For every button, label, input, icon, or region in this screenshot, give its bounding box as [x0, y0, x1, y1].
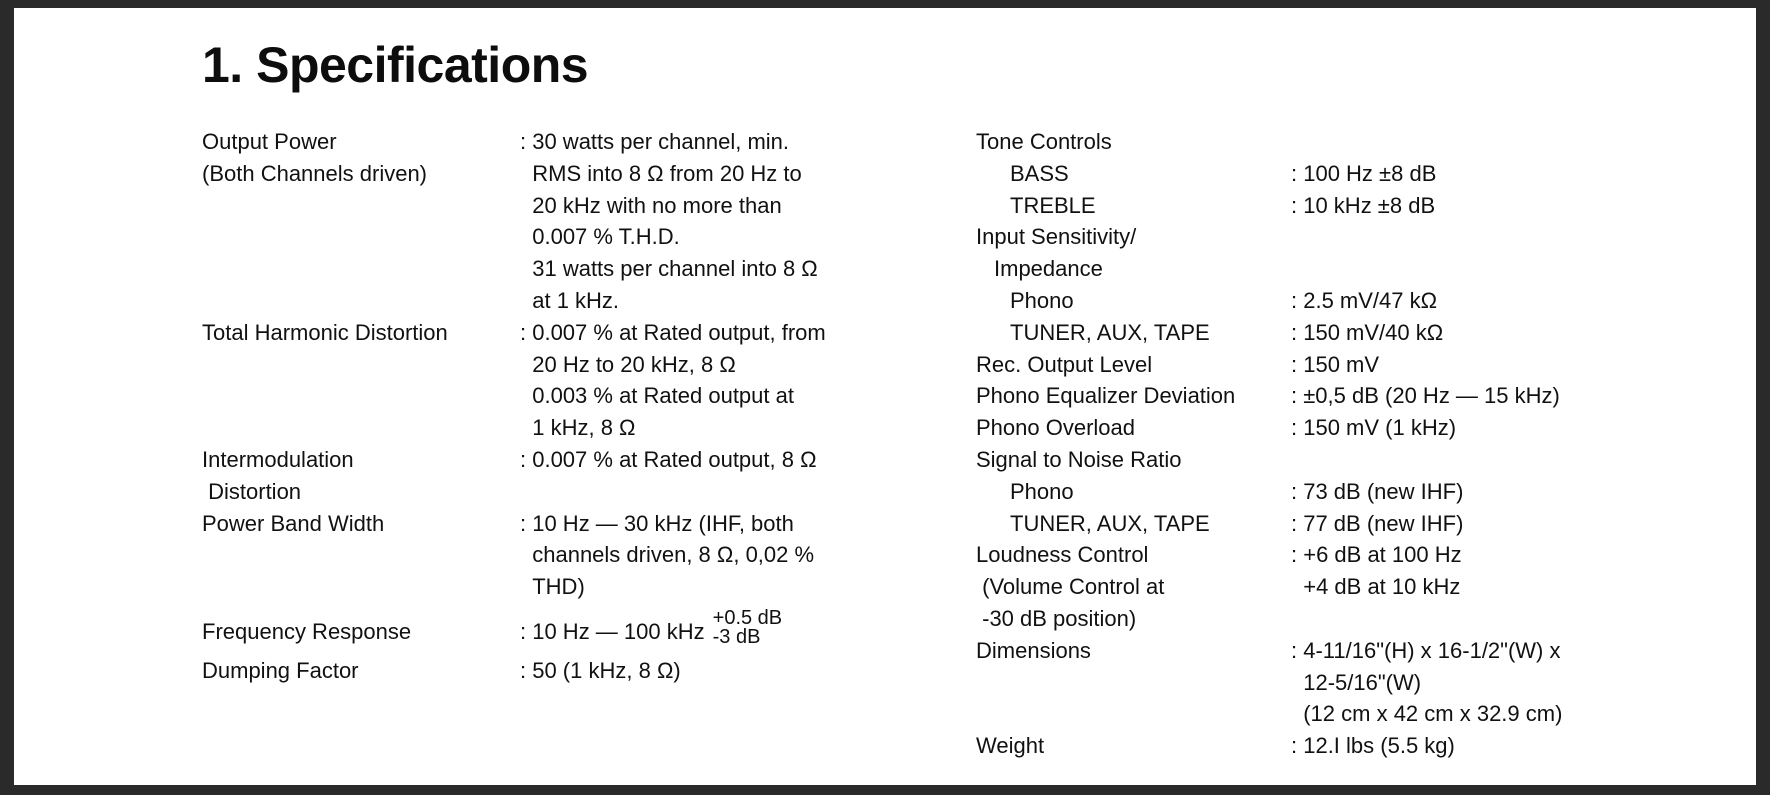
spec-row [976, 730, 1736, 762]
spec-row [976, 190, 1736, 222]
spec-label: BASS [1010, 160, 1069, 186]
spec-value [520, 606, 960, 655]
spec-value [1291, 126, 1731, 158]
spec-label: Input Sensitivity/ [976, 224, 1137, 250]
spec-row [202, 508, 962, 603]
spec-row [976, 444, 1736, 476]
spec-row [202, 655, 962, 687]
spec-row [976, 635, 1736, 730]
spec-row [202, 317, 962, 444]
spec-value: : 10 Hz — 30 kHz (IHF, both channels driven, 8 Ω, 0,02 % THD) [520, 510, 815, 600]
spec-value: : 0.007 % at Rated output, from 20 Hz to 20 kHz, 8 Ω 0.003 % at Rated output at 1 kHz, 8 Ω [520, 319, 826, 441]
spec-row [976, 476, 1736, 508]
spec-label: Output Power (Both Channels driven) [202, 129, 428, 186]
spec-label: Power Band Width [202, 510, 385, 536]
spec-column-left [202, 126, 962, 687]
spec-page [14, 8, 1756, 785]
spec-value: : 150 mV (1 kHz) [1291, 415, 1457, 441]
spec-label: Phono [1010, 478, 1074, 504]
spec-row [976, 539, 1736, 634]
spec-value [1291, 221, 1731, 253]
spec-row [976, 412, 1736, 444]
spec-row [976, 285, 1736, 317]
tolerance-minus: -3 dB [712, 625, 761, 648]
spec-value: : 50 (1 kHz, 8 Ω) [520, 657, 681, 683]
spec-value: : +6 dB at 100 Hz +4 dB at 10 kHz [1291, 542, 1462, 600]
tolerance [712, 606, 783, 648]
spec-row [976, 317, 1736, 349]
spec-value: : 30 watts per channel, min. RMS into 8 Ω from 20 Hz to 20 kHz with no more than 0.007 % T.H.D. 31 watts per channel into 8 Ω at 1 kHz. [520, 129, 818, 313]
tolerance-plus: +0.5 dB [712, 606, 783, 629]
spec-label: Tone Controls [976, 129, 1112, 154]
spec-value [1291, 253, 1731, 285]
spec-label: Dumping Factor [202, 657, 359, 683]
spec-row [976, 253, 1736, 285]
spec-value: : 77 dB (new IHF) [1291, 510, 1464, 536]
spec-row [202, 444, 962, 508]
spec-label: Phono Equalizer Deviation [976, 383, 1236, 409]
page-title: 1. Specifications [202, 37, 589, 93]
spec-row [976, 221, 1736, 253]
spec-label: Intermodulation Distortion [202, 446, 354, 504]
spec-row-frequency-response [202, 606, 962, 655]
spec-row [976, 349, 1736, 381]
spec-value: : 73 dB (new IHF) [1291, 478, 1464, 504]
spec-row [976, 126, 1736, 158]
spec-label: Loudness Control (Volume Control at -30 dB position) [976, 542, 1165, 631]
spec-row [202, 126, 962, 317]
spec-value: : 150 mV/40 kΩ [1291, 319, 1444, 345]
spec-label: Signal to Noise Ratio [976, 446, 1182, 472]
spec-label: Impedance [994, 256, 1103, 282]
spec-value: : 150 mV [1291, 351, 1380, 377]
spec-label: Weight [976, 733, 1045, 759]
spec-value: : 2.5 mV/47 kΩ [1291, 287, 1438, 313]
spec-value: : ±0,5 dB (20 Hz — 15 kHz) [1291, 383, 1560, 409]
spec-label: Frequency Response [202, 618, 412, 644]
frequency-range: : 10 Hz — 100 kHz [520, 618, 705, 644]
spec-label: Phono [1010, 287, 1074, 313]
spec-value: : 4-11/16"(H) x 16-1/2"(W) x 12-5/16"(W) (12 cm x 42 cm x 32.9 cm) [1291, 637, 1563, 727]
spec-column-right [976, 126, 1736, 762]
spec-row [976, 508, 1736, 540]
spec-label: TUNER, AUX, TAPE [1010, 319, 1210, 345]
spec-value: : 100 Hz ±8 dB [1291, 160, 1437, 186]
spec-row [976, 380, 1736, 412]
spec-value: : 10 kHz ±8 dB [1291, 192, 1436, 218]
spec-value [1291, 444, 1731, 476]
spec-value: : 0.007 % at Rated output, 8 Ω [520, 446, 817, 472]
spec-label: Rec. Output Level [976, 351, 1153, 377]
spec-label: TUNER, AUX, TAPE [1010, 510, 1210, 536]
spec-label: Total Harmonic Distortion [202, 319, 448, 345]
spec-row [976, 158, 1736, 190]
spec-value: : 12.I lbs (5.5 kg) [1291, 733, 1455, 759]
spec-label: Phono Overload [976, 415, 1135, 441]
spec-label: Dimensions [976, 637, 1091, 663]
spec-label: TREBLE [1010, 192, 1096, 218]
